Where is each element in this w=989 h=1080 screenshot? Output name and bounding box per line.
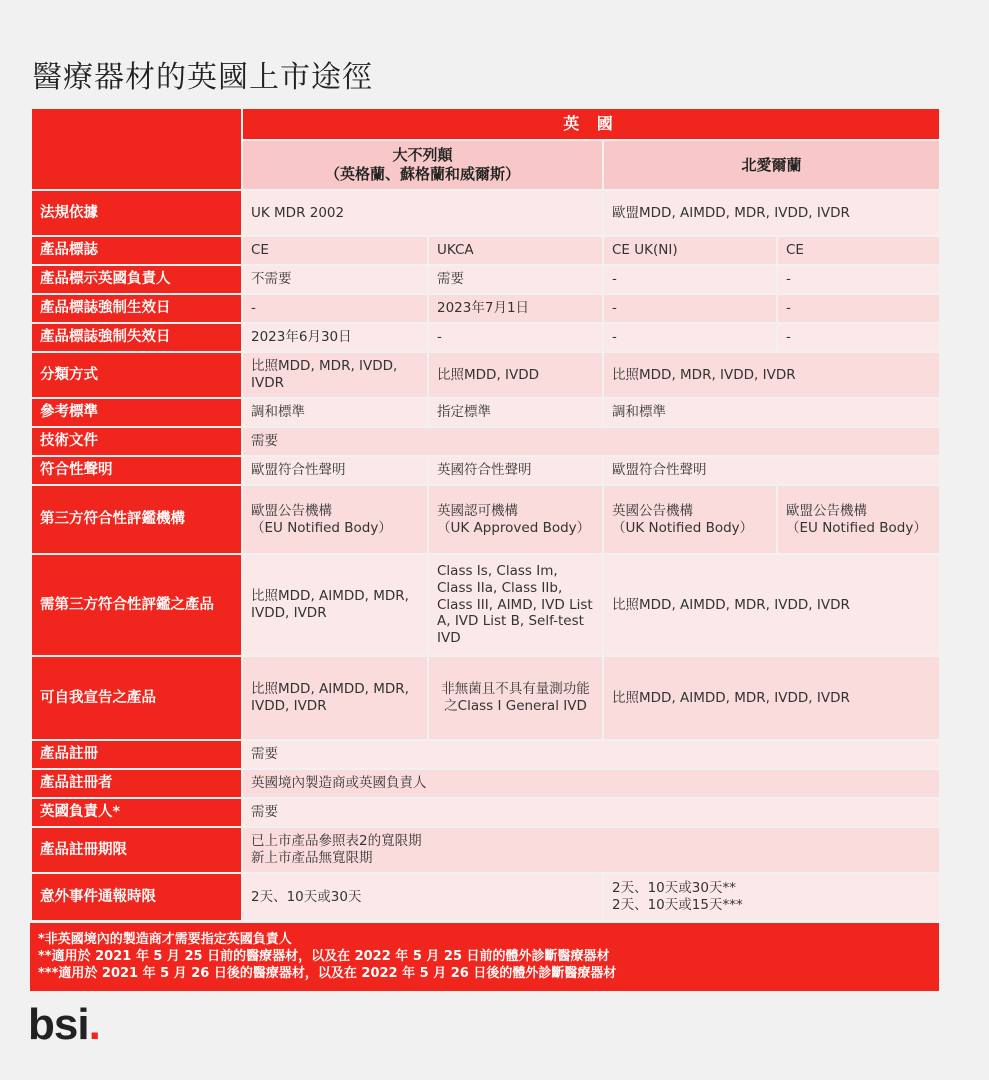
row-label: 產品標示英國負責人 xyxy=(31,265,242,294)
table-row: 技術文件 需要 xyxy=(31,427,940,456)
table-row: 產品註冊期限 已上市產品參照表2的寬限期 新上市產品無寬限期 xyxy=(31,827,940,873)
table-row: 第三方符合性評鑑機構 歐盟公告機構 （EU Notified Body） 英國認可機構 （UK Approved Body） 英國公告機構 （UK Notified Body） 歐盟公告機構 （EU Notified Body） xyxy=(31,485,940,554)
ni-header: 北愛爾蘭 xyxy=(603,140,940,190)
footnote: *非英國境內的製造商才需要指定英國負責人 xyxy=(38,932,292,947)
table-row: 產品標誌強制生效日 - 2023年7月1日 - - xyxy=(31,294,940,323)
row-label: 產品標誌強制生效日 xyxy=(31,294,242,323)
table-row: 分類方式 比照MDD, MDR, IVDD, IVDR 比照MDD, IVDD 比照MDD, MDR, IVDD, IVDR xyxy=(31,352,940,398)
row-label: 可自我宣告之產品 xyxy=(31,656,242,740)
corner-cell xyxy=(31,108,242,190)
gb-header: 大不列顛 （英格蘭、蘇格蘭和威爾斯） xyxy=(242,140,603,190)
page-title: 醫療器材的英國上市途徑 xyxy=(32,60,373,95)
table-row: 產品標誌強制失效日 2023年6月30日 - - - xyxy=(31,323,940,352)
row-label: 分類方式 xyxy=(31,352,242,398)
row-label: 符合性聲明 xyxy=(31,456,242,485)
row-label: 英國負責人* xyxy=(31,798,242,827)
table-row: 意外事件通報時限 2天、10天或30天 2天、10天或30天** 2天、10天或15天*** xyxy=(31,873,940,921)
table-row: 需第三方符合性評鑑之產品 比照MDD, AIMDD, MDR, IVDD, IVDR Class Is, Class Im, Class IIa, Class IIb, Class III, AIMD, IVD List A, IVD List B, Self-test IVD 比照MDD, AIMDD, MDR, IVDD, IVDR xyxy=(31,554,940,656)
row-label: 第三方符合性評鑑機構 xyxy=(31,485,242,554)
row-label: 法規依據 xyxy=(31,190,242,236)
footnote: ***適用於 2021 年 5 月 26 日後的醫療器材，以及在 2022 年 5 月 26 日後的體外診斷醫療器材 xyxy=(38,965,617,981)
row-label: 產品註冊期限 xyxy=(31,827,242,873)
table-row: 參考標準 調和標準 指定標準 調和標準 xyxy=(31,398,940,427)
bsi-logo: bsi. xyxy=(28,1000,100,1049)
row-label: 產品註冊者 xyxy=(31,769,242,798)
table-row: 產品註冊者 英國境內製造商或英國負責人 xyxy=(31,769,940,798)
uk-market-route-table xyxy=(30,107,941,922)
table-row: 產品標誌 CE UKCA CE UK(NI) CE xyxy=(31,236,940,265)
row-label: 技術文件 xyxy=(31,427,242,456)
row-label: 產品標誌強制失效日 xyxy=(31,323,242,352)
table-row: 符合性聲明 歐盟符合性聲明 英國符合性聲明 歐盟符合性聲明 xyxy=(31,456,940,485)
row-label: 需第三方符合性評鑑之產品 xyxy=(31,554,242,656)
table-row: 法規依據 UK MDR 2002 歐盟MDD, AIMDD, MDR, IVDD, IVDR xyxy=(31,190,940,236)
row-label: 意外事件通報時限 xyxy=(31,873,242,921)
footnotes xyxy=(30,923,939,991)
row-label: 產品註冊 xyxy=(31,740,242,769)
table-row: 產品標示英國負責人 不需要 需要 - - xyxy=(31,265,940,294)
row-label: 產品標誌 xyxy=(31,236,242,265)
row-label: 參考標準 xyxy=(31,398,242,427)
table-row: 英國負責人* 需要 xyxy=(31,798,940,827)
footnote: **適用於 2021 年 5 月 25 日前的醫療器材，以及在 2022 年 5 月 25 日前的體外診斷醫療器材 xyxy=(38,948,610,964)
table-row: 產品註冊 需要 xyxy=(31,740,940,769)
table-row: 可自我宣告之產品 比照MDD, AIMDD, MDR, IVDD, IVDR 非無菌且不具有量測功能之Class I General IVD 比照MDD, AIMDD, MDR, IVDD, IVDR xyxy=(31,656,940,740)
uk-header: 英 國 xyxy=(242,108,940,140)
